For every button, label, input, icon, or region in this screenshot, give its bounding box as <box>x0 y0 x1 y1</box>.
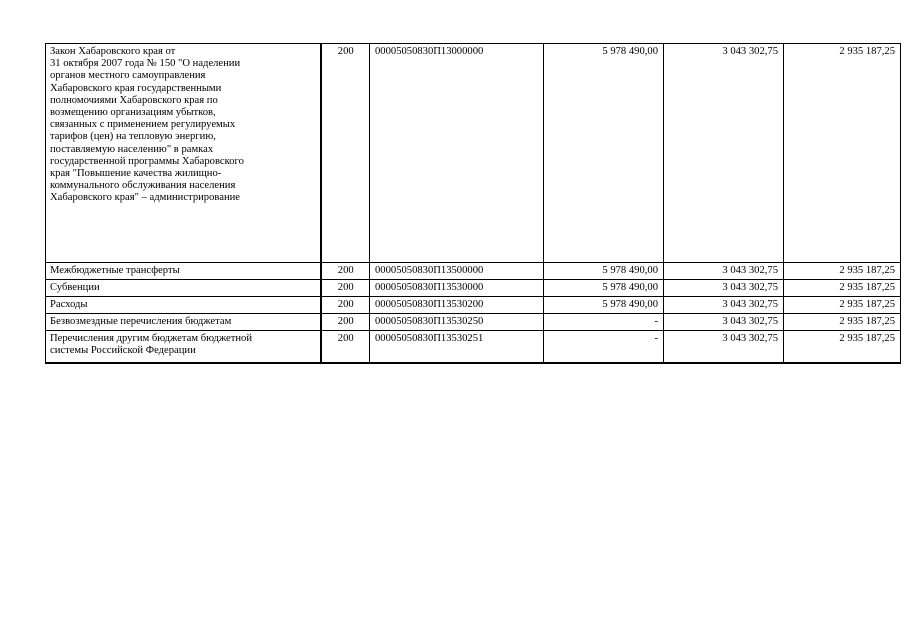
row-budget-classification-code: 00005050830П13000000 <box>370 44 544 263</box>
row-budget-classification-code: 00005050830П13530000 <box>370 280 544 297</box>
row-line-code: 200 <box>321 297 370 314</box>
budget-execution-table <box>45 43 901 364</box>
row-name: Безвозмездные перечисления бюджетам <box>50 316 232 327</box>
table-row <box>46 44 901 263</box>
row-executed-amount: 3 043 302,75 <box>664 280 784 297</box>
row-approved-amount: - <box>544 314 664 331</box>
row-name-cell <box>46 280 321 297</box>
table-row <box>46 263 901 280</box>
table-row <box>46 331 901 364</box>
row-executed-amount: 3 043 302,75 <box>664 263 784 280</box>
row-executed-amount: 3 043 302,75 <box>664 331 784 364</box>
row-name: Расходы <box>50 299 88 310</box>
row-line-code: 200 <box>321 44 370 263</box>
row-name: Межбюджетные трансферты <box>50 265 180 276</box>
row-remaining-amount: 2 935 187,25 <box>784 263 901 280</box>
row-executed-amount: 3 043 302,75 <box>664 297 784 314</box>
row-name-cell <box>46 331 321 364</box>
row-name-cell <box>46 314 321 331</box>
row-budget-classification-code: 00005050830П13500000 <box>370 263 544 280</box>
row-name: Закон Хабаровского края от 31 октября 2007 года № 150 "О наделении органов местного самоуправления Хабаровского края государственными полномочиями Хабаровского края по возмещению организациям убытков, связанных с применением регулируемых тарифов (цен) на тепловую энергию, поставляемую населению" в рамках государственной программы Хабаровского края "Повышение качества жилищно- коммунального обслуживания населения Хабаровского края" – администрирование <box>50 46 244 204</box>
row-executed-amount: 3 043 302,75 <box>664 314 784 331</box>
row-remaining-amount: 2 935 187,25 <box>784 331 901 364</box>
table-row <box>46 314 901 331</box>
row-approved-amount: - <box>544 331 664 364</box>
row-line-code: 200 <box>321 331 370 364</box>
row-remaining-amount: 2 935 187,25 <box>784 314 901 331</box>
row-remaining-amount: 2 935 187,25 <box>784 44 901 263</box>
row-approved-amount: 5 978 490,00 <box>544 44 664 263</box>
table-row <box>46 297 901 314</box>
row-remaining-amount: 2 935 187,25 <box>784 297 901 314</box>
row-line-code: 200 <box>321 314 370 331</box>
row-approved-amount: 5 978 490,00 <box>544 280 664 297</box>
row-budget-classification-code: 00005050830П13530251 <box>370 331 544 364</box>
row-budget-classification-code: 00005050830П13530200 <box>370 297 544 314</box>
row-remaining-amount: 2 935 187,25 <box>784 280 901 297</box>
row-budget-classification-code: 00005050830П13530250 <box>370 314 544 331</box>
row-name-cell <box>46 297 321 314</box>
row-name-cell <box>46 263 321 280</box>
row-approved-amount: 5 978 490,00 <box>544 263 664 280</box>
row-line-code: 200 <box>321 263 370 280</box>
row-name-cell <box>46 44 321 263</box>
table-row <box>46 280 901 297</box>
row-executed-amount: 3 043 302,75 <box>664 44 784 263</box>
row-name: Субвенции <box>50 282 100 293</box>
row-approved-amount: 5 978 490,00 <box>544 297 664 314</box>
row-name: Перечисления другим бюджетам бюджетной системы Российской Федерации <box>50 333 252 357</box>
row-line-code: 200 <box>321 280 370 297</box>
